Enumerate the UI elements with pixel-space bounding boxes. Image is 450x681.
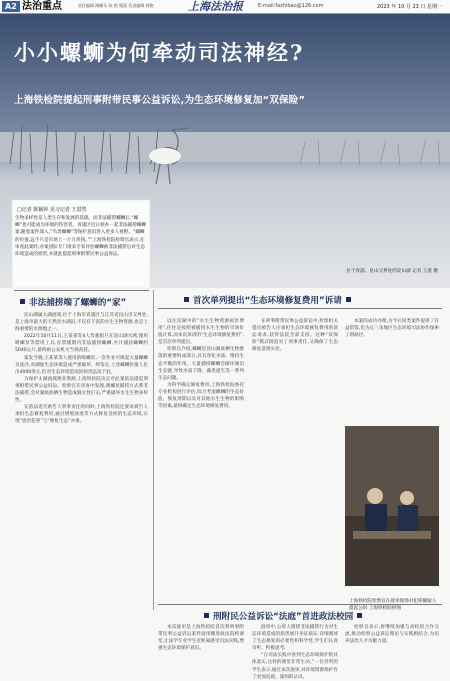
paragraph: 本案的成功办理,为今后同类案件提供了有益借鉴,也为长三角地区生态环境司法协作探索了新路径。 — [345, 319, 439, 339]
article-1-body — [15, 312, 148, 620]
paragraph: 庭审中,公诉人围绕非法捕捞行为对生态环境造成的损害展开举证质证,详细阐述了生态修复的必要性和科学性,学生们认真旁听、积极思考。 — [252, 625, 338, 652]
editor-credits: 责任编辑 陶鹏乐 陈 艳 版面 发表编辑 韩艳 — [78, 3, 154, 8]
paragraph: 本次庭审是上海铁检院首次将刑事附带民事公益诉讼案件庭审搬进政法院校课堂,让法学专业学生近距离感受司法实践,增强生态环境保护意识。 — [158, 625, 244, 652]
main-subheadline: 上海铁检院提起刑事附带民事公益诉讼,为生态环境修复加“双保险” — [14, 95, 306, 106]
divider — [158, 604, 442, 605]
article-2-column-a — [158, 318, 244, 598]
courtroom-photo-caption: 上海铁检院检察官在庭审现场对犯罪嫌疑人提起公诉 上海铁检院供图 — [349, 599, 437, 611]
hero-photo-caption: 位于青浦、昆山交界处的淀山湖 记者 王湛 摄 — [346, 269, 438, 274]
divider — [158, 308, 442, 309]
page-number: A2 — [2, 1, 20, 12]
byline: □记者 陈颖婷 见习记者 王湛然 — [17, 207, 87, 213]
paragraph: 检察官表示,将继续加强与高校的合作交流,推动检察公益诉讼理论与实践相结合,为培养法治人才贡献力量。 — [345, 625, 439, 645]
issue-date: 2023 年 10 月 23 日 星期一 — [377, 4, 442, 10]
paragraph: 为科学确定修复费用,上海铁检院委托专业机构进行评估,综合考虑螺蛳的生态价值、恢复周期以及对其他水生生物的影响等因素,最终确定生态环境修复费用。 — [158, 382, 244, 410]
section-title: 法治重点 — [22, 1, 62, 12]
masthead-logo: 上海法治报 — [188, 0, 243, 13]
paragraph: 以往淀湖中的“水生生物资源损害费用”,往往是按照被捕捞水生生物的市场价值计算,而本次诉请的“生态环境修复费用”,是首次单列提出。 — [158, 319, 244, 346]
bullet-square-icon — [346, 297, 351, 302]
article-2-column-c — [345, 318, 439, 424]
bullet-square-icon — [204, 613, 209, 618]
divider — [14, 290, 149, 291]
article-2-column-b — [252, 318, 338, 598]
bullet-square-icon — [20, 299, 25, 304]
bullet-square-icon — [357, 613, 362, 618]
main-headline: 小小螺蛳为何牵动司法神经? — [14, 40, 305, 65]
paragraph: 淀山湖属太湖流域,位于上海市青浦区与江苏省昆山市交界处,是上海市最大的天然淡水湖泊,不仅有丰富的水生生物资源,也是上海重要的水源地之一。 — [15, 313, 148, 333]
lead-summary: 生物多样性是人类生存和发展的基础。而非法捕捞螺蛳后,“螺蛳”也可能成为环境的伤害者。青浦区近日侦办一起非法捕捞螺蛳案,随着案件深入,“鸟类螺蛳”等保护意识进入更多人视野。“螺蛳的价值,远不只是市场上一斤几块钱。””上海铁检院检察官表示,在审查此案时,办案团队专门请来专家评估螺蛳被非法捕捞后对生态环境造成的损害,并就此提起刑事附带民事公益诉讼。 — [15, 216, 147, 258]
article-1-title: 非法捕捞端了螺蛳的“家” — [16, 296, 126, 308]
paragraph: 案发当晚,王某某等人使用的吸螺泵,一次作业可吸起大量螺蛳及泥沙,对湖底生态环境造成严重破坏。经鉴定,上述螺蛳价值人民币4000余元,但对生态环境造成的损害远高于此。 — [15, 355, 148, 375]
paragraph: “在司法实践中看到生态环境保护的具体落实,这样的课堂非常生动。”一位旁听的学生表示,通过本次庭审,对环境资源保护有了更加直观、深刻的认识。 — [252, 653, 338, 680]
paragraph: 2022年10月11日,王某某等4人驾驶船只在淀山湖水域,使用吸螺泵等禁用工具,在禁捕期内非法捕捞螺蛳,共计捕获螺蛳约5040公斤,最终被公安机关当场查获。 — [15, 334, 148, 354]
column-divider — [153, 290, 154, 610]
article-3-column-a — [158, 624, 244, 674]
article-3-column-b — [252, 624, 338, 680]
article-3-title: 刑附民公益诉讼“法庭”首进政法校园 — [200, 610, 366, 622]
article-2-title: 首次单列提出“生态环境修复费用”诉请 — [180, 294, 355, 306]
paragraph: 在刑事附带民事公益诉讼中,检察机关提出被告人应承担生态环境修复费用的诉讼请求,获得法院全部支持。这种“双保险”模式既追究了刑事责任,又确保了生态修复落到实处。 — [252, 319, 338, 353]
bullet-square-icon — [184, 297, 189, 302]
courtroom-photo — [345, 426, 439, 586]
article-3-column-c — [345, 624, 439, 674]
contact-email: E-mail:fazhibao@126.com — [258, 3, 324, 9]
paragraph: 检察官介绍,螺蛳是淀山湖底栖生物群落的重要组成部分,具有净化水质、维持生态平衡的作用。大量捕捞螺蛳会破坏湖泊生态链,导致水质下降、藻类滋生等一系列生态问题。 — [158, 347, 244, 381]
paragraph: 在依法追究被告人刑事责任的同时,上海铁检院还要求被告人承担生态修复费用,通过增殖放流等方式修复受损的生态环境,实现“惩治犯罪”与“修复生态”并重。 — [15, 405, 148, 425]
paragraph: 为保护太湖流域渔业资源,上海铁检院决定对此案依法提起刑事附带民事公益诉讼。检察官在审查中发现,吸螺泵捕捞方式系非法捕捞,会对湖底底栖生物造成毁灭性打击,严重破坏水生生物多样性。 — [15, 376, 148, 404]
